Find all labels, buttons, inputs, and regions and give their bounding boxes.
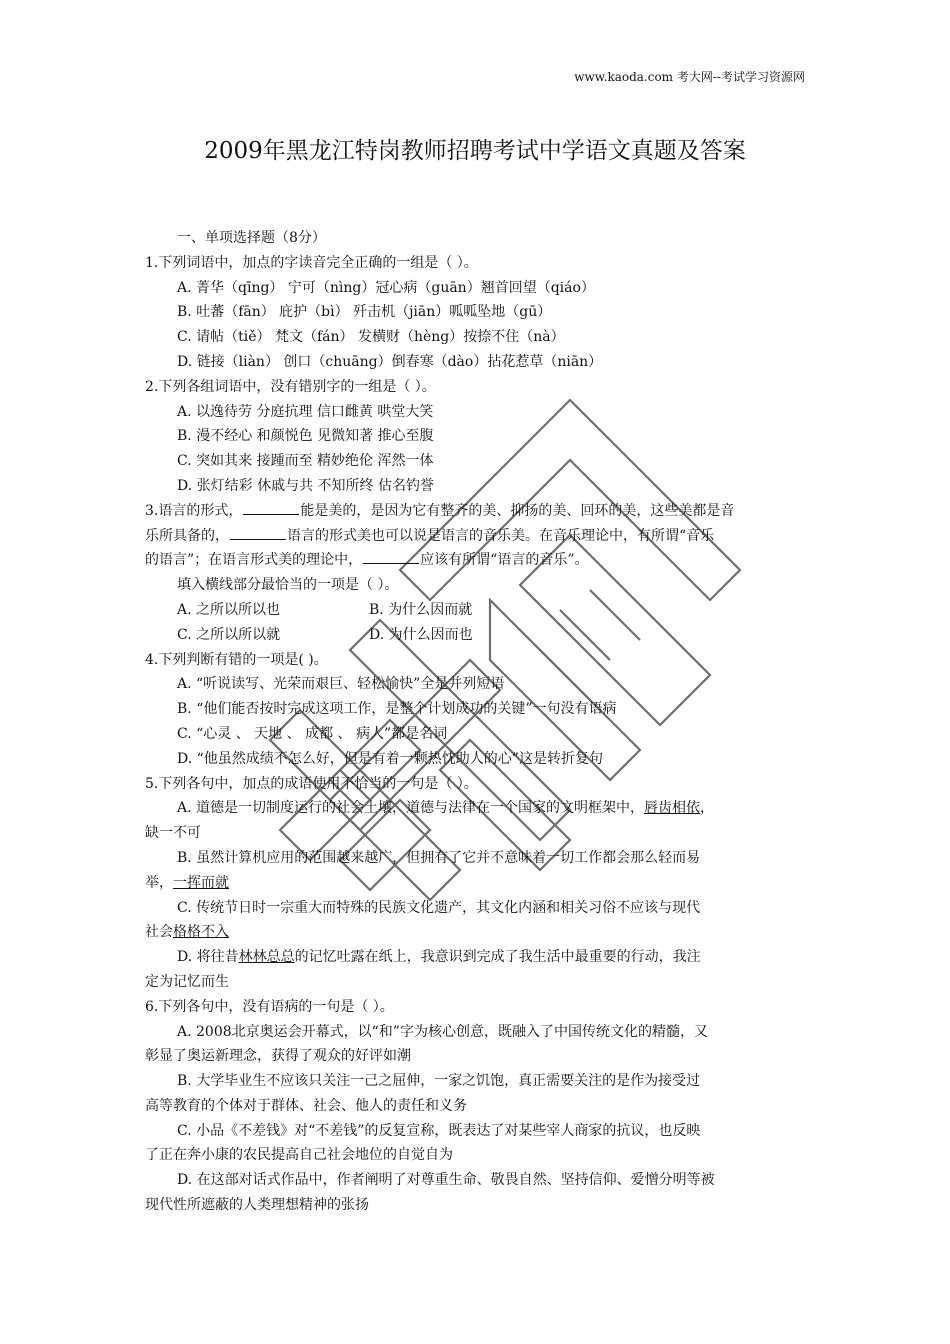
- question-4-stem: 4.下列判断有错的一项是( )。: [145, 651, 328, 668]
- q5-text: 举，: [145, 874, 173, 891]
- fill-blank: [363, 549, 419, 564]
- q2-option-b: B. 漫不经心 和颜悦色 见微知著 推心至腹: [177, 428, 434, 445]
- q5-text: ，: [700, 800, 715, 817]
- q5-text: 社会: [145, 924, 173, 941]
- q4-option-b: B. “他们能否按时完成这项工作，是整个计划成功的关键”一句没有语病: [177, 701, 617, 718]
- fill-blank: [243, 500, 299, 515]
- q5-option-c-line-1: C. 传统节日时一宗重大而特殊的民族文化遗产，其文化内涵和相关习俗不应该与现代: [177, 899, 701, 916]
- q5-idiom: 一挥而就: [173, 874, 229, 891]
- q2-option-a: A. 以逸待劳 分庭抗理 信口雌黄 哄堂大笑: [177, 403, 434, 420]
- q3-option-c: C. 之所以所以就: [177, 626, 281, 643]
- question-3-line-2: [145, 524, 810, 549]
- q5-option-a-line-1: [145, 796, 810, 821]
- q6-option-c-line-2: 了正在奔小康的农民提高自己社会地位的自觉自为: [145, 1147, 453, 1164]
- q3-text: 语言的形式美也可以说是语言的音乐美。在音乐理论中，有所谓“音乐: [287, 527, 715, 544]
- q3-option-a: A. 之所以所以也: [177, 601, 281, 618]
- exam-content: [145, 226, 810, 1218]
- q5-option-b-line-1: B. 虽然计算机应用的范围越来越广，但拥有了它并不意味着一切工作都会那么轻而易: [177, 849, 701, 866]
- q5-text: 的记忆吐露在纸上，我意识到完成了我生活中最重要的行动，我注: [294, 949, 701, 966]
- q5-idiom: 唇齿相依: [644, 800, 701, 817]
- q3-text: 3.语言的形式，: [145, 502, 243, 519]
- q5-text: A. 道德是一切制度运行的社会土壤，道德与法律在一个国家的文明框架中，: [177, 800, 645, 817]
- page-title: 2009年黑龙江特岗教师招聘考试中学语文真题及答案: [204, 138, 746, 164]
- q1-option-d: D. 链接（liàn） 创口（chuāng）倒春寒（dào）拈花惹草（niān）: [177, 353, 603, 370]
- q6-option-b-line-1: B. 大学毕业生不应该只关注一己之屈伸，一家之饥饱，真正需要关注的是作为接受过: [177, 1073, 701, 1090]
- question-3-line-3: [145, 548, 810, 573]
- q6-option-c-line-1: C. 小品《不差钱》对“不差钱”的反复宣称，既表达了对某些宰人商家的抗议，也反映: [177, 1122, 701, 1139]
- q6-option-b-line-2: 高等教育的个体对于群体、社会、他人的责任和义务: [145, 1097, 467, 1114]
- q3-prompt: 填入横线部分最恰当的一项是（ ）。: [177, 577, 399, 594]
- q5-option-a-line-2: 缺一不可: [145, 825, 201, 842]
- q3-text: 应该有所谓“语言的音乐”。: [420, 552, 589, 569]
- fill-blank: [230, 525, 286, 540]
- question-1-stem: 1.下列词语中，加点的字读音完全正确的一组是（ ）。: [145, 254, 478, 271]
- q1-option-a: A. 菁华（qīng） 宁可（nìng）冠心病（guān）翘首回望（qiáo）: [177, 279, 595, 296]
- question-5-stem: 5.下列各句中，加点的成语使用不恰当的一句是（ ）。: [145, 775, 478, 792]
- header-source: www.kaoda.com 考大网--考试学习资源网: [574, 70, 805, 84]
- q5-option-b-line-2: [145, 871, 810, 896]
- q2-option-d: D. 张灯结彩 休戚与共 不知所终 估名钓誉: [177, 477, 434, 494]
- q6-option-a-line-2: 彰显了奥运新理念，获得了观众的好评如潮: [145, 1048, 411, 1065]
- q5-option-c-line-2: [145, 920, 810, 945]
- question-2-stem: 2.下列各组词语中，没有错别字的一组是（ ）。: [145, 378, 436, 395]
- q5-option-d-line-2: 定为记忆而生: [145, 973, 229, 990]
- q6-option-d-line-2: 现代性所遮蔽的人类理想精神的张扬: [145, 1197, 369, 1214]
- q1-option-c: C. 请帖（tiě） 梵文（fán） 发横财（hèng）按捺不住（nà）: [177, 329, 565, 346]
- q5-idiom: 格格不入: [173, 924, 229, 941]
- q3-text: 能是美的，是因为它有整齐的美、抑扬的美、回环的美，这些美都是音: [300, 502, 735, 519]
- q5-text: D. 将往昔: [177, 949, 239, 966]
- q4-option-d: D. “他虽然成绩不怎么好，但是有着一颗热忱助人的心”这是转折复句: [177, 750, 603, 767]
- q3-option-b: B. 为什么因而就: [369, 601, 473, 618]
- q2-option-c: C. 突如其来 接踵而至 精妙绝伦 浑然一体: [177, 453, 434, 470]
- q3-options-cd: [145, 623, 810, 648]
- q4-option-c: C. “心灵 、 天地 、 成都 、 病人”都是名词: [177, 725, 448, 742]
- q1-option-b: B. 吐蕃（fān） 庇护（bì） 歼击机（jiān）呱呱坠地（gū）: [177, 304, 552, 321]
- q3-text: 的语言”；在语言形式美的理论中，: [145, 552, 363, 569]
- q5-option-d-line-1: [145, 945, 810, 970]
- question-6-stem: 6.下列各句中，没有语病的一句是（ ）。: [145, 998, 394, 1015]
- section-heading: 一、单项选择题（8分）: [177, 230, 326, 246]
- q5-idiom: 林林总总: [238, 949, 295, 966]
- q3-options-ab: [145, 598, 810, 623]
- question-3-line-1: [145, 499, 810, 524]
- q6-option-d-line-1: D. 在这部对话式作品中，作者阐明了对尊重生命、敬畏自然、坚持信仰、爱憎分明等被: [177, 1172, 715, 1189]
- q3-option-d: D. 为什么因而也: [369, 626, 473, 643]
- q6-option-a-line-1: A. 2008北京奥运会开幕式，以“和”字为核心创意，既融入了中国传统文化的精髓，又: [177, 1023, 708, 1040]
- q4-option-a: A. “听说读写、光荣而艰巨、轻松愉快”全是并列短语: [177, 676, 505, 693]
- q3-text: 乐所具备的，: [145, 527, 229, 544]
